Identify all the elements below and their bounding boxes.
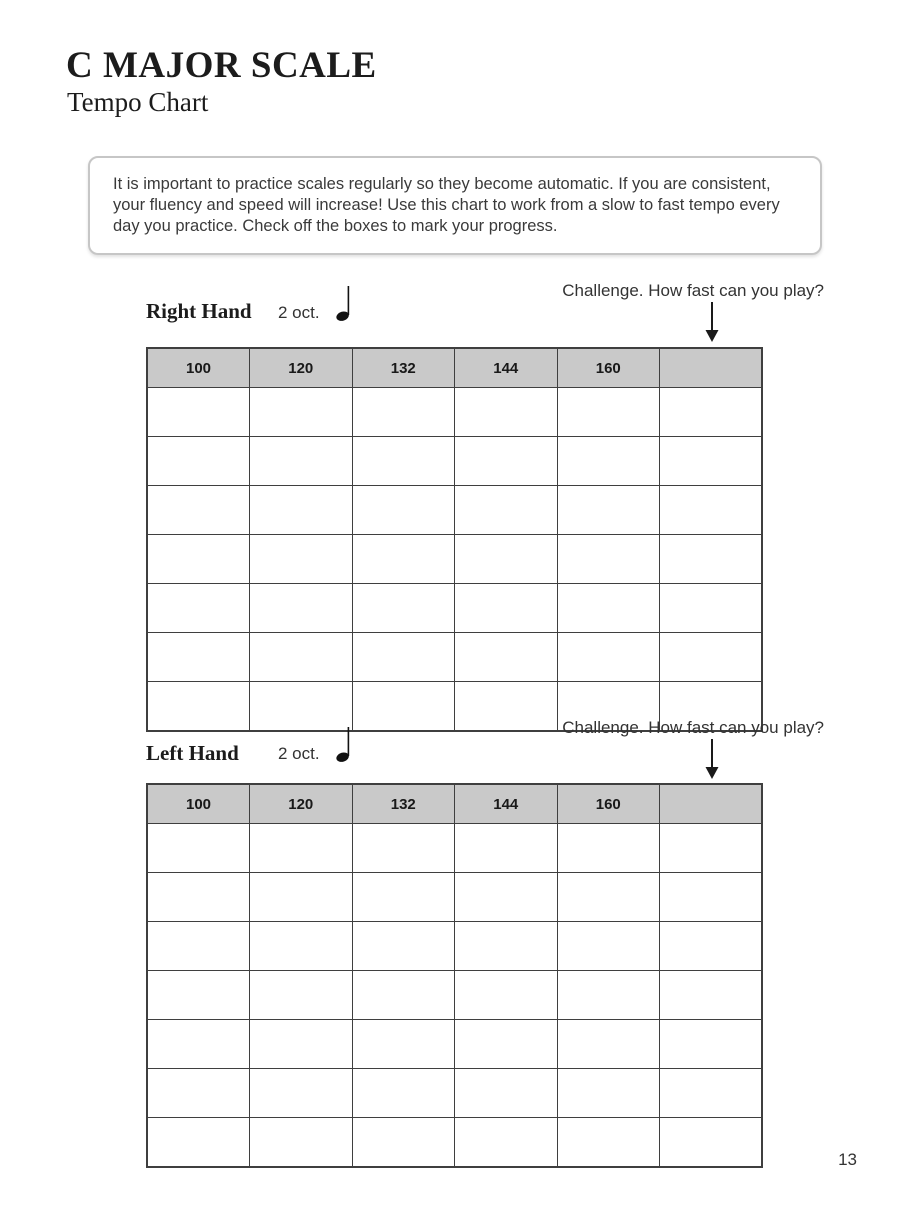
progress-cell[interactable] (352, 1069, 455, 1118)
progress-cell[interactable] (250, 971, 353, 1020)
progress-cell[interactable] (557, 1069, 660, 1118)
table-row (147, 388, 762, 437)
progress-cell[interactable] (557, 922, 660, 971)
progress-cell[interactable] (660, 1069, 763, 1118)
progress-cell[interactable] (352, 535, 455, 584)
progress-cell[interactable] (557, 873, 660, 922)
table-row (147, 1020, 762, 1069)
progress-cell[interactable] (455, 584, 558, 633)
progress-cell[interactable] (352, 437, 455, 486)
page-title: C MAJOR SCALE (66, 45, 377, 86)
progress-cell[interactable] (557, 535, 660, 584)
challenge-label: Challenge. How fast can you play? (562, 281, 824, 300)
progress-cell[interactable] (557, 486, 660, 535)
progress-cell[interactable] (250, 824, 353, 873)
table-row (147, 437, 762, 486)
progress-cell[interactable] (352, 633, 455, 682)
progress-cell[interactable] (660, 971, 763, 1020)
progress-cell[interactable] (147, 1020, 250, 1069)
progress-cell[interactable] (660, 486, 763, 535)
progress-cell[interactable] (557, 633, 660, 682)
table-row (147, 922, 762, 971)
progress-cell[interactable] (250, 1118, 353, 1168)
progress-cell[interactable] (455, 971, 558, 1020)
table-row (147, 584, 762, 633)
tempo-header-row (147, 348, 762, 388)
hand-label: Right Hand (146, 299, 252, 323)
tempo-header-cell: 100 (147, 784, 250, 824)
progress-cell[interactable] (352, 388, 455, 437)
progress-cell[interactable] (352, 824, 455, 873)
progress-cell[interactable] (147, 922, 250, 971)
page-number: 13 (838, 1150, 857, 1169)
progress-cell[interactable] (147, 633, 250, 682)
progress-cell[interactable] (660, 922, 763, 971)
tempo-header-cell: 132 (352, 784, 455, 824)
progress-cell[interactable] (660, 584, 763, 633)
progress-cell[interactable] (147, 824, 250, 873)
progress-cell[interactable] (455, 1069, 558, 1118)
progress-cell[interactable] (147, 971, 250, 1020)
progress-cell[interactable] (660, 633, 763, 682)
progress-cell[interactable] (660, 535, 763, 584)
progress-cell[interactable] (660, 388, 763, 437)
progress-cell[interactable] (557, 584, 660, 633)
progress-cell[interactable] (660, 1118, 763, 1168)
table-row (147, 873, 762, 922)
progress-cell[interactable] (557, 824, 660, 873)
down-arrow-icon (704, 302, 720, 342)
progress-cell[interactable] (147, 388, 250, 437)
quarter-note-icon (336, 285, 351, 323)
progress-cell[interactable] (455, 1118, 558, 1168)
tempo-header-cell: 160 (557, 348, 660, 388)
table-row (147, 486, 762, 535)
progress-cell[interactable] (660, 873, 763, 922)
progress-cell[interactable] (352, 682, 455, 732)
challenge-header-cell (660, 784, 763, 824)
progress-cell[interactable] (147, 873, 250, 922)
progress-cell[interactable] (455, 682, 558, 732)
progress-cell[interactable] (557, 1118, 660, 1168)
progress-cell[interactable] (147, 437, 250, 486)
progress-cell[interactable] (455, 1020, 558, 1069)
down-arrow-icon (704, 739, 720, 779)
progress-cell[interactable] (455, 633, 558, 682)
page-subtitle: Tempo Chart (67, 87, 209, 117)
progress-cell[interactable] (455, 922, 558, 971)
quarter-note-icon (336, 726, 351, 764)
progress-cell[interactable] (557, 1020, 660, 1069)
tempo-header-cell: 160 (557, 784, 660, 824)
progress-cell[interactable] (147, 1069, 250, 1118)
tempo-header-cell: 144 (455, 348, 558, 388)
table-row (147, 971, 762, 1020)
tempo-table (146, 347, 763, 732)
progress-cell[interactable] (352, 873, 455, 922)
progress-cell[interactable] (147, 535, 250, 584)
tempo-header-cell: 100 (147, 348, 250, 388)
intro-text: It is important to practice scales regularly so they become automatic. If you are consistent, your fluency and speed will increase! Use this chart to work from a slow to fast tempo every day you practice. Check off the boxes to mark your progress. (113, 175, 780, 235)
progress-cell[interactable] (455, 437, 558, 486)
tempo-header-cell: 120 (250, 348, 353, 388)
progress-cell[interactable] (455, 388, 558, 437)
progress-cell[interactable] (250, 633, 353, 682)
progress-cell[interactable] (250, 922, 353, 971)
progress-cell[interactable] (147, 486, 250, 535)
tempo-header-cell: 132 (352, 348, 455, 388)
challenge-header-cell (660, 348, 763, 388)
progress-cell[interactable] (557, 388, 660, 437)
hand-label: Left Hand (146, 741, 239, 765)
table-row (147, 1118, 762, 1168)
progress-cell[interactable] (250, 1020, 353, 1069)
progress-cell[interactable] (455, 824, 558, 873)
tempo-table (146, 783, 763, 1168)
progress-cell[interactable] (660, 824, 763, 873)
progress-cell[interactable] (250, 388, 353, 437)
progress-cell[interactable] (352, 922, 455, 971)
progress-cell[interactable] (250, 873, 353, 922)
progress-cell[interactable] (660, 1020, 763, 1069)
progress-cell[interactable] (250, 486, 353, 535)
progress-cell[interactable] (250, 682, 353, 732)
progress-cell[interactable] (250, 437, 353, 486)
progress-cell[interactable] (250, 584, 353, 633)
tempo-header-row (147, 784, 762, 824)
tempo-header-cell: 120 (250, 784, 353, 824)
progress-cell[interactable] (250, 535, 353, 584)
challenge-label: Challenge. How fast can you play? (562, 718, 824, 737)
intro-box (88, 156, 822, 255)
table-row (147, 633, 762, 682)
progress-cell[interactable] (250, 1069, 353, 1118)
progress-cell[interactable] (147, 584, 250, 633)
progress-cell[interactable] (352, 486, 455, 535)
progress-cell[interactable] (557, 971, 660, 1020)
progress-cell[interactable] (352, 1118, 455, 1168)
progress-cell[interactable] (455, 873, 558, 922)
table-row (147, 824, 762, 873)
progress-cell[interactable] (557, 437, 660, 486)
tempo-header-cell: 144 (455, 784, 558, 824)
table-row (147, 535, 762, 584)
progress-cell[interactable] (455, 486, 558, 535)
octaves-label: 2 oct. (278, 744, 320, 763)
table-row (147, 1069, 762, 1118)
progress-cell[interactable] (352, 1020, 455, 1069)
progress-cell[interactable] (660, 437, 763, 486)
progress-cell[interactable] (352, 584, 455, 633)
progress-cell[interactable] (147, 1118, 250, 1168)
octaves-label: 2 oct. (278, 303, 320, 322)
progress-cell[interactable] (352, 971, 455, 1020)
progress-cell[interactable] (147, 682, 250, 732)
progress-cell[interactable] (455, 535, 558, 584)
